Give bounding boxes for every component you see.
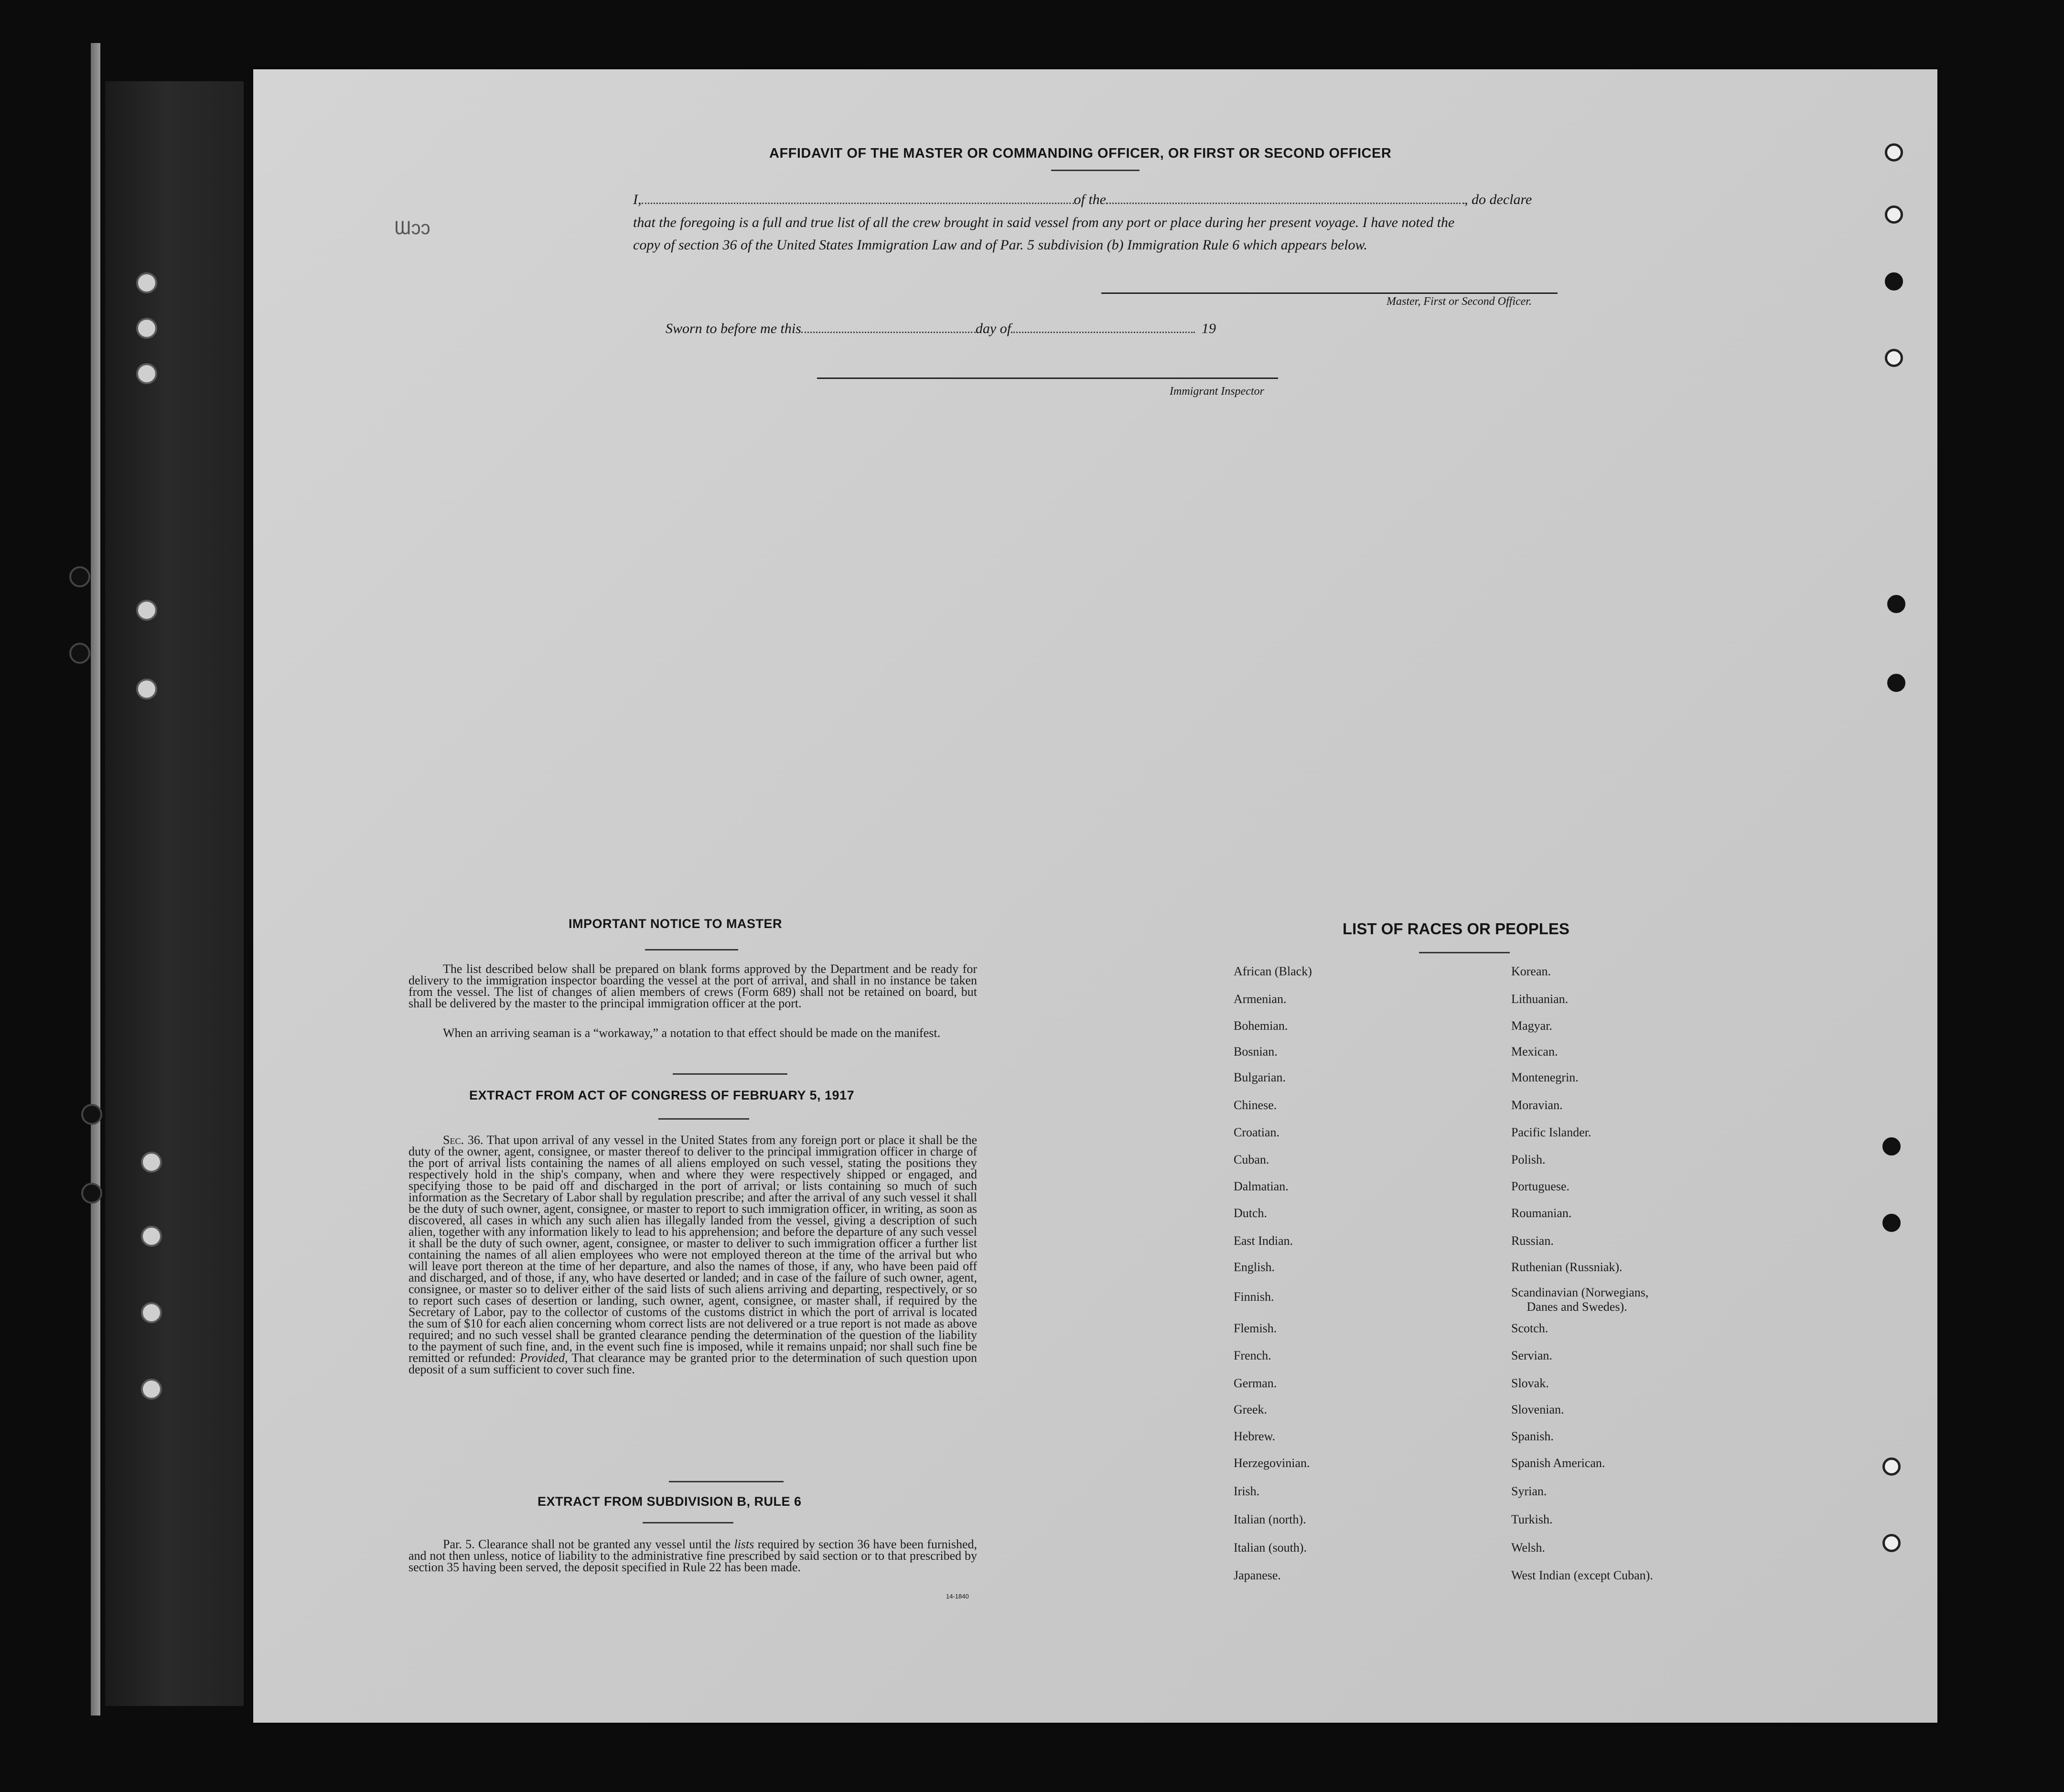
punch-hole (1885, 272, 1903, 291)
punch-hole (1885, 143, 1903, 162)
race-item: Bulgarian. (1234, 1070, 1286, 1084)
race-item: Italian (north). (1234, 1512, 1306, 1526)
race-item: Bosnian. (1234, 1045, 1278, 1058)
sworn-line (666, 319, 1216, 338)
act-text-after: That clearance may be granted prior to the determination of such question upon deposit of a sum sufficient to cover such fine. (408, 1351, 978, 1376)
margin-stamp: Ɯᴐɔ (394, 217, 430, 238)
inspector-signature-line[interactable] (817, 378, 1278, 379)
race-item: Hebrew. (1234, 1429, 1276, 1443)
lists-word: lists (734, 1537, 754, 1551)
notice-paragraph-2: When an arriving seaman is a “workaway,” a notation to that effect should be made on the manifest. (443, 1026, 941, 1040)
act-text: That upon arrival of any vessel in the United States from any foreign port or place it shall be the duty of the owner, agent, consignee, or master thereof to deliver to the principal immigration officer in charge of the port of arrival lists containing the names of all aliens employed on such vessel, stating the positions they respectively hold in the ship's company, when and where they were respectively shipped or engaged, and specifying those to be paid off and discharged in the port of arrival; or lists containing so much of such information as the Secretary of Labor shall by regulation prescribe; and after the arrival of any such vessel it shall be the duty of such owner, agent, consignee, or master to report to such immigration officer, in writing, as soon as discovered, all cases in which any such alien has illegally landed from the vessel, giving a description of such alien, together with any information likely to lead to his apprehension; and before the departure of any such vessel it shall be the duty of such owner, agent, consignee, or master to deliver to such immigration officer a further list containing the names of all alien employees who were not employed thereon at the time of the arrival but who will leave port thereon at the time of her departure, and also the names of those, if any, who have been paid off and discharged, and of those, if any, who have deserted or landed; and in case of the failure of such owner, agent, consignee, or master so to deliver either of the said lists of such aliens arriving and departing, respectively, or so to report such cases of desertion or landing, such owner, agent, consignee, or master shall, if required by the Secretary of Labor, pay to the collector of customs of the customs district in which the port of arrival is located the sum of $10 for each alien concerning whom correct lists are not delivered or a true report is not made as above required; and no such vessel shall be granted clearance pending the determination of the question of the liability to the payment of such fine, and, in the event such fine is imposed, while it remains unpaid; nor shall such fine be remitted or refunded: (408, 1133, 978, 1365)
form-number: 14-1840 (946, 1593, 969, 1600)
race-item: Slovak. (1511, 1376, 1549, 1390)
race-item: Japanese. (1234, 1568, 1281, 1582)
race-item: German. (1234, 1376, 1277, 1390)
rule-paragraph (408, 1539, 977, 1573)
binder-hole (136, 363, 157, 384)
race-item: Moravian. (1511, 1098, 1563, 1112)
race-item: Irish. (1234, 1484, 1260, 1498)
race-item: Herzegovinian. (1234, 1456, 1310, 1470)
binder-hole (69, 643, 90, 664)
divider (645, 949, 738, 950)
rule-text: Par. 5. Clearance shall not be granted any vessel until the (443, 1537, 731, 1551)
divider (658, 1118, 749, 1120)
punch-hole (1885, 349, 1903, 367)
act-section-36 (408, 1134, 977, 1375)
binder-hole (69, 566, 90, 587)
rule-text-after: required by section 36 have been furnished, and not then unless, notice of liability to the administrative fine prescribed by said section or to that prescribed by section 35 having been served, the deposit specified in Rule 22 has been made. (408, 1537, 978, 1574)
race-item: Finnish. (1234, 1290, 1274, 1304)
sworn-year: 19 (1202, 321, 1216, 336)
affidavit-title: AFFIDAVIT OF THE MASTER OR COMMANDING OFFICER, OR FIRST OR SECOND OFFICER (769, 146, 1392, 161)
rule-title: EXTRACT FROM SUBDIVISION B, RULE 6 (538, 1494, 802, 1509)
punch-hole (1885, 205, 1903, 224)
divider (643, 1522, 733, 1523)
race-item: Slovenian. (1511, 1403, 1564, 1416)
divider (669, 1481, 784, 1482)
punch-hole (1887, 674, 1905, 692)
act-title: EXTRACT FROM ACT OF CONGRESS OF FEBRUARY 5, 1917 (469, 1088, 855, 1102)
race-item: Portuguese. (1511, 1179, 1570, 1193)
affidavit-i: I, (633, 192, 642, 207)
race-item: West Indian (except Cuban). (1511, 1568, 1653, 1582)
race-item: Flemish. (1234, 1321, 1277, 1335)
punch-hole (1882, 1214, 1901, 1232)
race-item: Scotch. (1511, 1321, 1548, 1335)
sworn-month-blank[interactable] (1011, 319, 1195, 333)
master-signature-line[interactable] (1101, 292, 1558, 294)
affidavit-line-3: copy of section 36 of the United States Immigration Law and of Par. 5 subdivision (b) Immigration Rule 6 which appears below. (633, 237, 1367, 253)
race-item: Montenegrin. (1511, 1070, 1579, 1084)
name-blank[interactable] (642, 190, 1074, 204)
races-title: LIST OF RACES OR PEOPLES (1343, 920, 1570, 938)
race-item: East Indian. (1234, 1234, 1293, 1248)
binding-edge (91, 43, 100, 1716)
race-item: Italian (south). (1234, 1541, 1307, 1555)
race-item: Welsh. (1511, 1541, 1545, 1555)
race-item: Chinese. (1234, 1098, 1277, 1112)
race-item: Polish. (1511, 1153, 1546, 1166)
race-item: Croatian. (1234, 1125, 1280, 1139)
sworn-day-blank[interactable] (801, 319, 976, 333)
race-item: Armenian. (1234, 992, 1287, 1006)
binder-hole (141, 1226, 162, 1247)
notice-paragraph-1: The list described below shall be prepared on blank forms approved by the Department and be ready for delivery to the immigration inspector boarding the vessel at the port of arrival, and shall in no instance be taken from the vessel. The list of changes of alien members of crews (Form 689) shall not be retained on board, but shall be delivered by the master to the principal immigration officer at the port. (408, 962, 977, 1010)
race-item: Greek. (1234, 1403, 1268, 1416)
race-item: Magyar. (1511, 1019, 1552, 1033)
binder-hole (136, 318, 157, 339)
affidavit-of-the: of the (1074, 192, 1106, 207)
race-item: Lithuanian. (1511, 992, 1569, 1006)
divider (673, 1073, 787, 1075)
document-page (253, 69, 1937, 1723)
divider (1419, 952, 1510, 953)
race-item: Servian. (1511, 1349, 1552, 1362)
race-item: Ruthenian (Russniak). (1511, 1260, 1623, 1274)
binder-hole (136, 600, 157, 621)
race-item: Russian. (1511, 1234, 1554, 1248)
race-item: French. (1234, 1349, 1271, 1362)
race-item: Dalmatian. (1234, 1179, 1289, 1193)
race-item: Turkish. (1511, 1512, 1553, 1526)
binder-hole (141, 1379, 162, 1400)
punch-hole (1887, 595, 1905, 613)
binder-hole (136, 272, 157, 293)
binder-hole (141, 1152, 162, 1173)
sworn-day-of: day of (975, 321, 1011, 336)
race-item: Korean. (1511, 964, 1551, 978)
vessel-blank[interactable] (1106, 190, 1464, 204)
race-item: Cuban. (1234, 1153, 1269, 1166)
notice-title: IMPORTANT NOTICE TO MASTER (569, 917, 782, 931)
punch-hole (1882, 1137, 1901, 1155)
inspector-caption: Immigrant Inspector (1170, 385, 1264, 398)
affidavit-line-2: that the foregoing is a full and true list of all the crew brought in said vessel from any port or place during her present voyage. I have noted the (633, 215, 1455, 230)
race-item: Syrian. (1511, 1484, 1547, 1498)
binder-hole (141, 1302, 162, 1323)
section-label: Sec. 36. (443, 1133, 484, 1147)
race-item: Scandinavian (Norwegians, Danes and Swedes). (1511, 1285, 1649, 1314)
binder-hole (136, 679, 157, 700)
divider (1051, 170, 1140, 171)
race-item: African (Black) (1234, 964, 1312, 978)
affidavit-line-1 (633, 190, 1532, 209)
binder-strip (105, 81, 244, 1706)
punch-hole (1882, 1534, 1901, 1552)
race-item: Pacific Islander. (1511, 1125, 1591, 1139)
binder-hole (81, 1183, 102, 1204)
race-item: Mexican. (1511, 1045, 1558, 1058)
master-caption: Master, First or Second Officer. (1387, 295, 1532, 308)
race-item: Spanish American. (1511, 1456, 1605, 1470)
sworn-prefix: Sworn to before me this (666, 321, 801, 336)
race-item: Spanish. (1511, 1429, 1554, 1443)
affidavit-declare: , do declare (1464, 192, 1532, 207)
binder-hole (81, 1104, 102, 1125)
punch-hole (1882, 1457, 1901, 1476)
race-item: English. (1234, 1260, 1275, 1274)
race-item: Dutch. (1234, 1206, 1268, 1220)
race-item: Roumanian. (1511, 1206, 1572, 1220)
provided-word: Provided, (519, 1351, 568, 1365)
race-item: Bohemian. (1234, 1019, 1288, 1033)
